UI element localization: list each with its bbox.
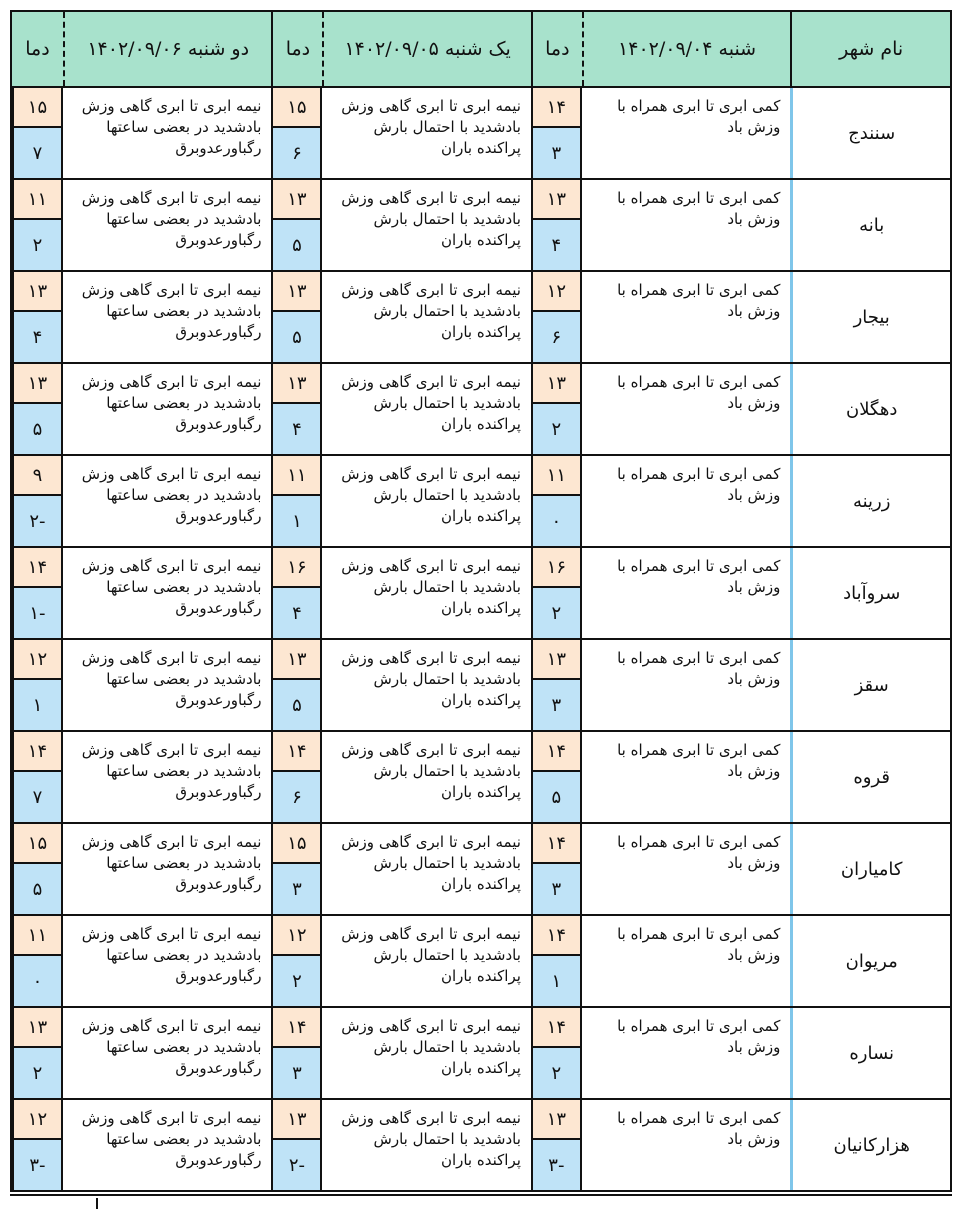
temp-cell-d3: [12, 1100, 63, 1190]
temp-min: ۱: [533, 956, 580, 1006]
temp-cell-d3: [12, 732, 63, 822]
forecast-day3: نیمه ابری تا ابری گاهی وزش بادشدید در بعضی ساعتها رگباورعدوبرق: [81, 281, 262, 341]
temp-max: ۱۵: [14, 88, 61, 128]
temp-cell-d1: [531, 916, 582, 1006]
table-row: [10, 88, 952, 180]
temp-cell-d2: [271, 88, 322, 178]
forecast-day3: نیمه ابری تا ابری گاهی وزش بادشدید در بعضی ساعتها رگباورعدوبرق: [81, 741, 262, 801]
temp-max: ۱۳: [533, 640, 580, 680]
temp-min: ۷: [14, 772, 61, 822]
temp-cell-d2: [271, 732, 322, 822]
temp-max: ۱۶: [273, 548, 320, 588]
temp-min: ۵: [533, 772, 580, 822]
temp-min: ۵: [273, 680, 320, 730]
city-name: بیجار: [790, 272, 950, 362]
temp-max: ۱۳: [273, 640, 320, 680]
temp-min: ۲: [533, 404, 580, 454]
temp-cell-d3: [12, 640, 63, 730]
temp-cell-d1: [531, 732, 582, 822]
forecast-day3: نیمه ابری تا ابری گاهی وزش بادشدید در بعضی ساعتها رگباورعدوبرق: [81, 557, 262, 617]
temp-min: ۴: [14, 312, 61, 362]
temp-cell-d3: [12, 824, 63, 914]
temp-min: -۳: [533, 1140, 580, 1190]
forecast-day2: نیمه ابری تا ابری گاهی وزش بادشدید با احتمال بارش پراکنده باران: [341, 465, 521, 525]
temp-cell-d3: [12, 272, 63, 362]
forecast-day1: کمی ابری تا ابری همراه با وزش باد: [617, 1017, 781, 1056]
temp-max: ۱۴: [273, 732, 320, 772]
temp-min: ۱: [14, 680, 61, 730]
forecast-day2: نیمه ابری تا ابری گاهی وزش بادشدید با احتمال بارش پراکنده باران: [341, 1109, 521, 1169]
table-row: [10, 1100, 952, 1192]
temp-max: ۱۴: [533, 88, 580, 128]
city-name: زرینه: [790, 456, 950, 546]
temp-max: ۱۶: [533, 548, 580, 588]
header-day1: شنبه ۱۴۰۲/۰۹/۰۴: [582, 12, 791, 86]
temp-cell-d2: [271, 824, 322, 914]
temp-cell-d1: [531, 548, 582, 638]
temp-cell-d2: [271, 180, 322, 270]
temp-min: ۳: [533, 864, 580, 914]
temp-cell-d2: [271, 640, 322, 730]
city-name: بانه: [790, 180, 950, 270]
forecast-day3: نیمه ابری تا ابری گاهی وزش بادشدید در بعضی ساعتها رگباورعدوبرق: [81, 189, 262, 249]
temp-cell-d3: [12, 1008, 63, 1098]
temp-max: ۱۲: [273, 916, 320, 956]
forecast-day2: نیمه ابری تا ابری گاهی وزش بادشدید با احتمال بارش پراکنده باران: [341, 97, 521, 157]
forecast-day2: نیمه ابری تا ابری گاهی وزش بادشدید با احتمال بارش پراکنده باران: [341, 649, 521, 709]
temp-min: ۳: [533, 128, 580, 178]
table-row: [10, 456, 952, 548]
temp-max: ۱۴: [533, 916, 580, 956]
forecast-day1: کمی ابری تا ابری همراه با وزش باد: [617, 741, 781, 780]
forecast-day1: کمی ابری تا ابری همراه با وزش باد: [617, 557, 781, 596]
temp-cell-d2: [271, 548, 322, 638]
temp-max: ۱۲: [14, 640, 61, 680]
forecast-day2: نیمه ابری تا ابری گاهی وزش بادشدید با احتمال بارش پراکنده باران: [341, 1017, 521, 1077]
temp-min: -۳: [14, 1140, 61, 1190]
forecast-day1: کمی ابری تا ابری همراه با وزش باد: [617, 465, 781, 504]
temp-max: ۱۳: [533, 1100, 580, 1140]
temp-min: ۳: [273, 864, 320, 914]
table-row: [10, 640, 952, 732]
forecast-day1: کمی ابری تا ابری همراه با وزش باد: [617, 373, 781, 412]
forecast-day2: نیمه ابری تا ابری گاهی وزش بادشدید با احتمال بارش پراکنده باران: [341, 281, 521, 341]
city-name: سنندج: [790, 88, 950, 178]
temp-max: ۱۳: [14, 1008, 61, 1048]
temp-max: ۱۳: [273, 272, 320, 312]
header-city: نام شهر: [790, 12, 950, 86]
table-row: [10, 824, 952, 916]
temp-min: ۵: [14, 864, 61, 914]
city-name: سقز: [790, 640, 950, 730]
temp-cell-d3: [12, 180, 63, 270]
temp-max: ۱۵: [14, 824, 61, 864]
temp-min: ۴: [533, 220, 580, 270]
temp-cell-d3: [12, 88, 63, 178]
forecast-table: [10, 10, 952, 1192]
forecast-day3: نیمه ابری تا ابری گاهی وزش بادشدید در بعضی ساعتها رگباورعدوبرق: [81, 925, 262, 985]
forecast-day1: کمی ابری تا ابری همراه با وزش باد: [617, 833, 781, 872]
temp-max: ۹: [14, 456, 61, 496]
temp-max: ۱۴: [533, 1008, 580, 1048]
temp-min: ۵: [14, 404, 61, 454]
temp-cell-d1: [531, 180, 582, 270]
temp-min: ۱: [273, 496, 320, 546]
forecast-day2: نیمه ابری تا ابری گاهی وزش بادشدید با احتمال بارش پراکنده باران: [341, 741, 521, 801]
city-name: نساره: [790, 1008, 950, 1098]
temp-min: ۲: [533, 1048, 580, 1098]
temp-cell-d2: [271, 1008, 322, 1098]
temp-max: ۱۲: [14, 1100, 61, 1140]
forecast-day2: نیمه ابری تا ابری گاهی وزش بادشدید با احتمال بارش پراکنده باران: [341, 189, 521, 249]
city-name: سروآباد: [790, 548, 950, 638]
temp-min: ۲: [533, 588, 580, 638]
forecast-day2: نیمه ابری تا ابری گاهی وزش بادشدید با احتمال بارش پراکنده باران: [341, 925, 521, 985]
temp-min: ۲: [14, 220, 61, 270]
table-row: [10, 272, 952, 364]
temp-max: ۱۱: [533, 456, 580, 496]
table-row: [10, 916, 952, 1008]
header-day2: یک شنبه ۱۴۰۲/۰۹/۰۵: [322, 12, 531, 86]
table-header: [10, 10, 952, 88]
table-body: [10, 88, 952, 1192]
forecast-day1: کمی ابری تا ابری همراه با وزش باد: [617, 649, 781, 688]
temp-cell-d3: [12, 548, 63, 638]
forecast-day1: کمی ابری تا ابری همراه با وزش باد: [617, 281, 781, 320]
forecast-day3: نیمه ابری تا ابری گاهی وزش بادشدید در بعضی ساعتها رگباورعدوبرق: [81, 97, 262, 157]
temp-min: ۳: [273, 1048, 320, 1098]
city-name: هزارکانیان: [790, 1100, 950, 1190]
temp-max: ۱۳: [533, 364, 580, 404]
temp-max: ۱۳: [14, 272, 61, 312]
table-row: [10, 1008, 952, 1100]
temp-min: -۱: [14, 588, 61, 638]
temp-min: ۵: [273, 312, 320, 362]
temp-cell-d3: [12, 916, 63, 1006]
temp-max: ۱۴: [533, 732, 580, 772]
temp-cell-d3: [12, 456, 63, 546]
temp-cell-d1: [531, 364, 582, 454]
temp-max: ۱۱: [14, 916, 61, 956]
header-temp-day3: دما: [25, 38, 50, 60]
footer-line: [10, 1194, 952, 1196]
temp-min: ۶: [273, 128, 320, 178]
temp-cell-d1: [531, 1100, 582, 1190]
temp-max: ۱۳: [273, 180, 320, 220]
table-row: [10, 180, 952, 272]
temp-max: ۱۵: [273, 88, 320, 128]
temp-max: ۱۵: [273, 824, 320, 864]
header-temp-day2: دما: [271, 12, 322, 86]
forecast-day3: نیمه ابری تا ابری گاهی وزش بادشدید در بعضی ساعتها رگباورعدوبرق: [81, 1017, 262, 1077]
forecast-day3: نیمه ابری تا ابری گاهی وزش بادشدید در بعضی ساعتها رگباورعدوبرق: [81, 833, 262, 893]
forecast-day1: کمی ابری تا ابری همراه با وزش باد: [617, 97, 781, 136]
temp-cell-d1: [531, 272, 582, 362]
forecast-day2: نیمه ابری تا ابری گاهی وزش بادشدید با احتمال بارش پراکنده باران: [341, 833, 521, 893]
temp-min: -۲: [273, 1140, 320, 1190]
temp-min: ۳: [533, 680, 580, 730]
temp-cell-d1: [531, 824, 582, 914]
table-row: [10, 364, 952, 456]
temp-min: ۶: [273, 772, 320, 822]
temp-min: ۲: [14, 1048, 61, 1098]
temp-cell-d1: [531, 88, 582, 178]
header-day3: دو شنبه ۱۴۰۲/۰۹/۰۶: [63, 12, 272, 86]
temp-max: ۱۲: [533, 272, 580, 312]
temp-min: ۰: [14, 956, 61, 1006]
forecast-day3: نیمه ابری تا ابری گاهی وزش بادشدید در بعضی ساعتها رگباورعدوبرق: [81, 1109, 262, 1169]
table-row: [10, 548, 952, 640]
temp-max: ۱۱: [14, 180, 61, 220]
temp-max: ۱۱: [273, 456, 320, 496]
temp-cell-d1: [531, 1008, 582, 1098]
temp-max: ۱۳: [533, 180, 580, 220]
temp-max: ۱۴: [533, 824, 580, 864]
table-row: [10, 732, 952, 824]
temp-min: ۵: [273, 220, 320, 270]
forecast-day2: نیمه ابری تا ابری گاهی وزش بادشدید با احتمال بارش پراکنده باران: [341, 373, 521, 433]
temp-max: ۱۴: [14, 548, 61, 588]
forecast-day1: کمی ابری تا ابری همراه با وزش باد: [617, 1109, 781, 1148]
temp-cell-d1: [531, 640, 582, 730]
temp-min: ۴: [273, 588, 320, 638]
temp-cell-d2: [271, 272, 322, 362]
forecast-day3: نیمه ابری تا ابری گاهی وزش بادشدید در بعضی ساعتها رگباورعدوبرق: [81, 465, 262, 525]
temp-cell-d2: [271, 364, 322, 454]
temp-min: -۲: [14, 496, 61, 546]
city-name: مریوان: [790, 916, 950, 1006]
city-name: کامیاران: [790, 824, 950, 914]
forecast-day3: نیمه ابری تا ابری گاهی وزش بادشدید در بعضی ساعتها رگباورعدوبرق: [81, 373, 262, 433]
forecast-day1: کمی ابری تا ابری همراه با وزش باد: [617, 189, 781, 228]
forecast-day3: نیمه ابری تا ابری گاهی وزش بادشدید در بعضی ساعتها رگباورعدوبرق: [81, 649, 262, 709]
footer-tick: [96, 1198, 98, 1209]
temp-min: ۷: [14, 128, 61, 178]
temp-cell-d1: [531, 456, 582, 546]
header-temp-day1: دما: [531, 12, 582, 86]
temp-max: ۱۳: [14, 364, 61, 404]
temp-max: ۱۴: [14, 732, 61, 772]
city-name: دهگلان: [790, 364, 950, 454]
temp-cell-d3: [12, 364, 63, 454]
temp-min: ۶: [533, 312, 580, 362]
forecast-day2: نیمه ابری تا ابری گاهی وزش بادشدید با احتمال بارش پراکنده باران: [341, 557, 521, 617]
temp-min: ۰: [533, 496, 580, 546]
temp-cell-d2: [271, 1100, 322, 1190]
temp-max: ۱۳: [273, 364, 320, 404]
temp-max: ۱۳: [273, 1100, 320, 1140]
temp-cell-d2: [271, 456, 322, 546]
city-name: قروه: [790, 732, 950, 822]
temp-min: ۴: [273, 404, 320, 454]
temp-cell-d2: [271, 916, 322, 1006]
temp-min: ۲: [273, 956, 320, 1006]
forecast-day1: کمی ابری تا ابری همراه با وزش باد: [617, 925, 781, 964]
temp-max: ۱۴: [273, 1008, 320, 1048]
